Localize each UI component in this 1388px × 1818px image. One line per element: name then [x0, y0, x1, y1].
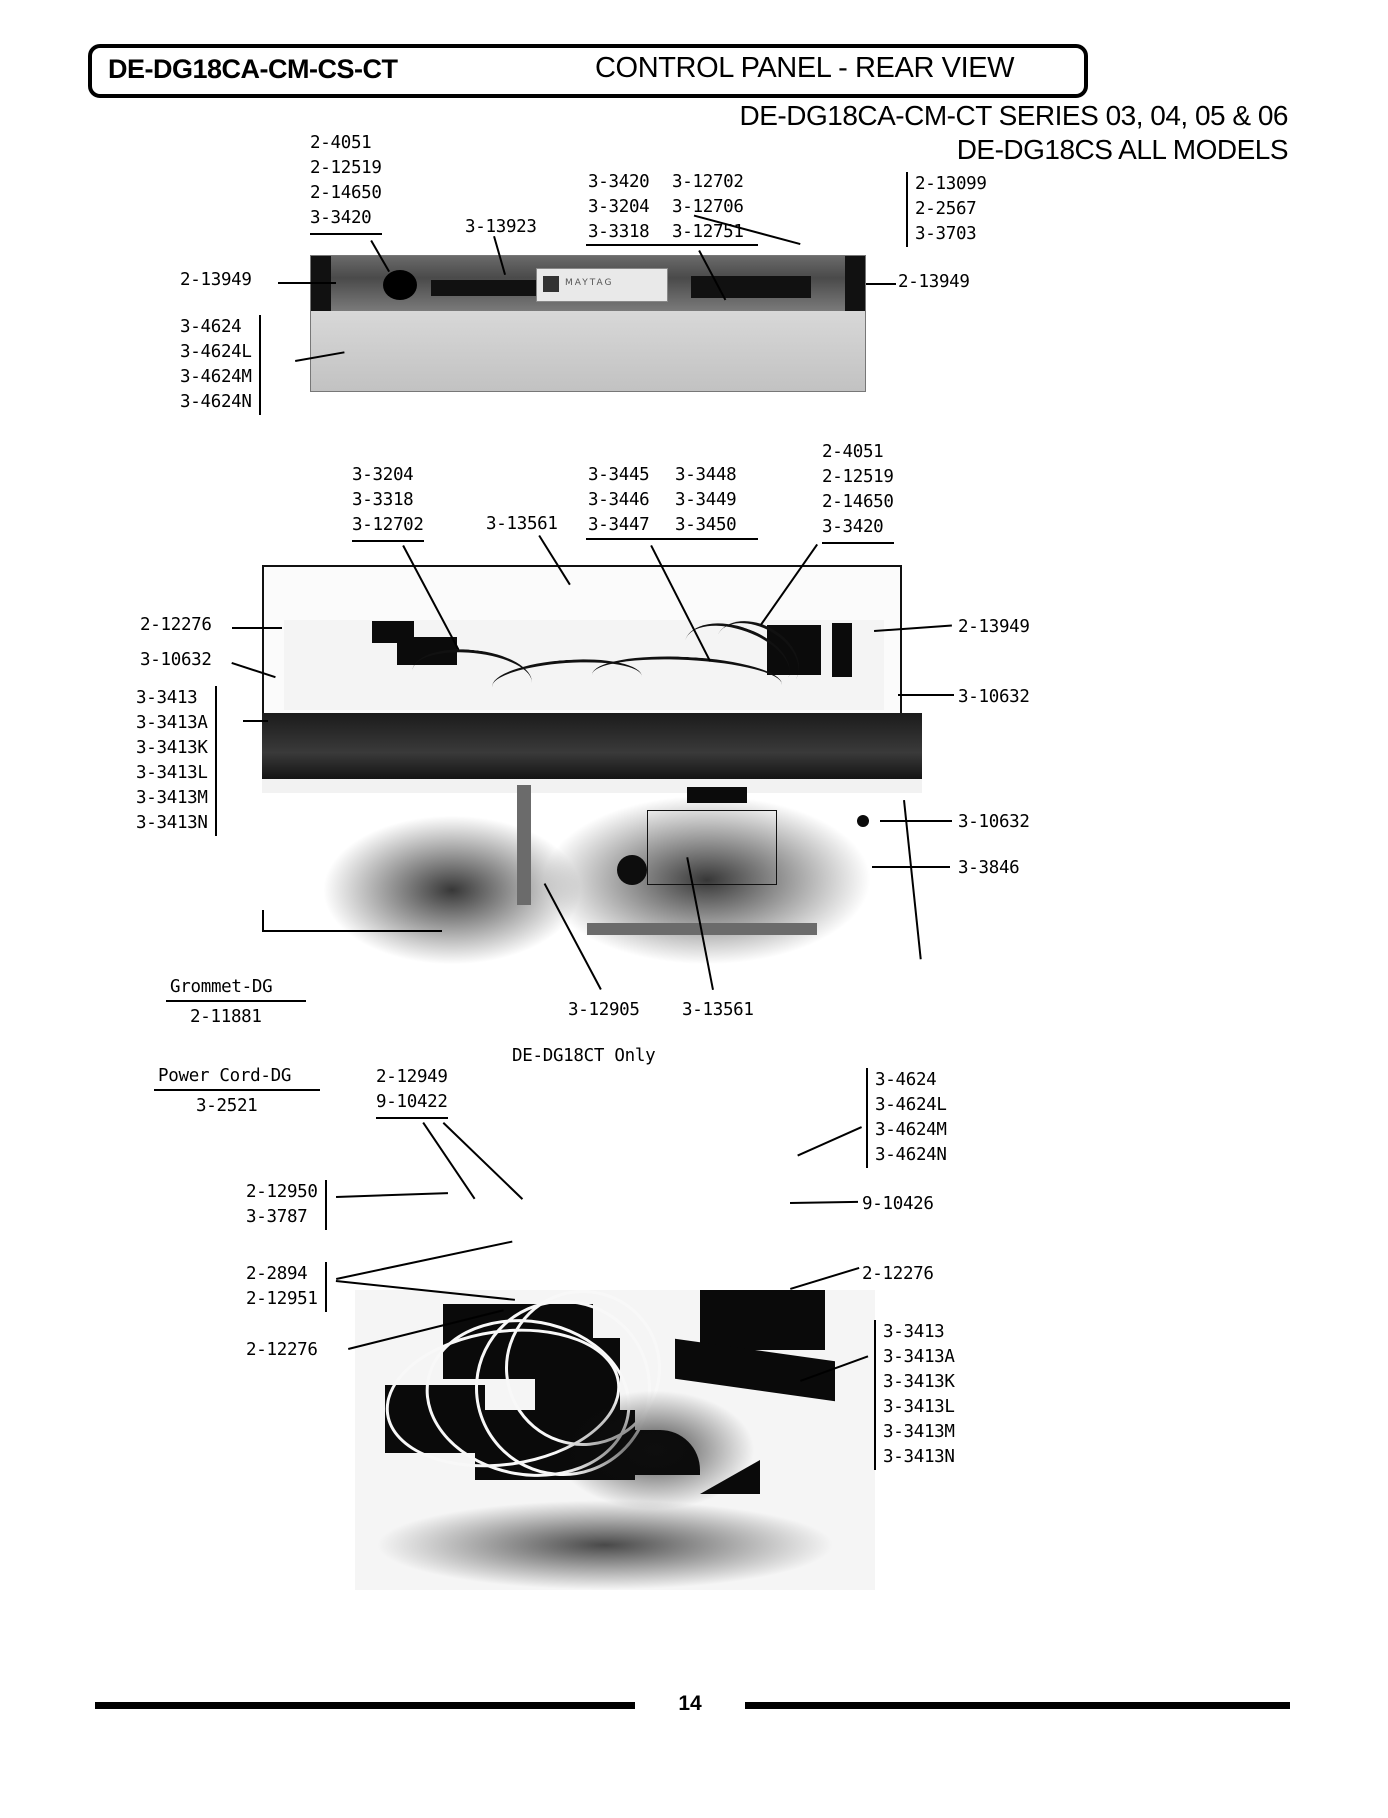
part-number: 3-3204 — [588, 197, 650, 217]
part-number: 3-3413L — [136, 763, 208, 783]
part-number: 3-3413A — [136, 713, 208, 733]
figure-3-photo — [355, 1290, 875, 1590]
subtitle-models: DE-DG18CS ALL MODELS — [956, 134, 1288, 165]
photo3-shadow — [375, 1500, 835, 1590]
fig2-group-c-col1 — [588, 463, 649, 538]
fig2-label-bottom-1: 3-12905 — [568, 1000, 640, 1020]
leader-line — [232, 627, 282, 629]
leader-line — [336, 1241, 512, 1280]
part-number: 3-4624N — [875, 1145, 947, 1165]
part-number: 3-3449 — [675, 490, 737, 510]
part-number: 3-12751 — [672, 222, 744, 242]
page-number: 14 — [678, 1692, 702, 1715]
fig1-label-center: 3-13923 — [465, 217, 537, 237]
fig2-label-b: 3-13561 — [486, 514, 558, 534]
part-number: 3-3318 — [588, 222, 650, 242]
fig2-label-left-1: 2-12276 — [140, 615, 212, 635]
part-number: 3-4624M — [875, 1120, 947, 1140]
part-number: 3-3204 — [352, 465, 414, 485]
vertical-brace — [517, 785, 531, 905]
part-number: 3-3420 — [588, 172, 650, 192]
fig3-caption: DE-DG18CT Only — [512, 1046, 656, 1066]
part-number: 3-3446 — [588, 490, 650, 510]
part-number: 3-4624M — [180, 367, 252, 387]
photo3-shadow-2 — [555, 1390, 755, 1510]
part-number: 2-4051 — [822, 442, 884, 462]
part-number: 2-12951 — [246, 1289, 318, 1309]
fig2-label-bottom-2: 3-13561 — [682, 1000, 754, 1020]
part-number: 3-3703 — [915, 224, 977, 244]
fig1-group-top-left — [310, 131, 382, 235]
grommet-title: Grommet-DG — [170, 977, 273, 997]
leader-line — [898, 694, 954, 696]
grommet-value: 2-11881 — [190, 1007, 262, 1027]
connector-block-d — [832, 623, 852, 677]
leader-line — [880, 820, 952, 822]
part-number: 3-3413A — [883, 1347, 955, 1367]
part-number: 9-10422 — [376, 1090, 448, 1119]
fig3-group-right-1 — [866, 1068, 947, 1168]
part-number: 3-3420 — [310, 206, 382, 235]
part-number: 2-2894 — [246, 1264, 308, 1284]
header-model-number: DE-DG18CA-CM-CS-CT — [108, 54, 398, 84]
panel-bottom-strip — [311, 311, 865, 391]
panel-badge — [536, 268, 668, 302]
part-number: 3-12702 — [672, 172, 744, 192]
part-number: 3-12706 — [672, 197, 744, 217]
panel-harness-block — [691, 276, 811, 298]
panel-end-right — [845, 256, 865, 311]
part-number: 3-12702 — [352, 513, 424, 542]
figure-2-photo — [262, 565, 922, 965]
fig3-label-right-2: 9-10426 — [862, 1194, 934, 1214]
fig2-label-right-4: 3-3846 — [958, 858, 1020, 878]
fig2-group-a — [352, 463, 424, 542]
power-cord-title: Power Cord-DG — [158, 1066, 292, 1086]
part-number: 3-4624L — [875, 1095, 947, 1115]
part-number: 2-12519 — [310, 158, 382, 178]
panel-knob — [383, 270, 417, 300]
part-number: 3-3445 — [588, 465, 650, 485]
front-rail-dark — [262, 713, 922, 779]
fig3-label-left-3: 2-12276 — [246, 1340, 318, 1360]
badge-text: MAYTAG — [565, 278, 614, 288]
power-cord-value: 3-2521 — [196, 1096, 258, 1116]
fig1-label-left: 2-13949 — [180, 270, 252, 290]
part-number: 3-3413M — [136, 788, 208, 808]
part-number: 3-4624 — [180, 317, 242, 337]
part-number: 2-12950 — [246, 1182, 318, 1202]
part-number: 3-4624 — [875, 1070, 937, 1090]
part-number: 2-14650 — [822, 492, 894, 512]
part-number: 3-4624L — [180, 342, 252, 362]
part-number: 3-3413 — [136, 688, 198, 708]
leader-line — [243, 720, 268, 722]
leader-line — [797, 1127, 862, 1157]
part-number: 2-2567 — [915, 199, 977, 219]
drum-hole — [617, 855, 647, 885]
subtitle-series: DE-DG18CA-CM-CT SERIES 03, 04, 05 & 06 — [739, 100, 1288, 131]
part-number: 3-3413K — [883, 1372, 955, 1392]
fig3-group-right-4 — [874, 1320, 955, 1470]
part-number: 3-3787 — [246, 1207, 308, 1227]
fig3-label-right-3: 2-12276 — [862, 1264, 934, 1284]
leader-line — [790, 1267, 859, 1290]
terminal-block-right — [700, 1290, 825, 1350]
part-number: 3-3420 — [822, 515, 894, 544]
page-title: CONTROL PANEL - REAR VIEW — [595, 52, 1015, 84]
panel-switch-bank — [431, 280, 541, 296]
part-number: 3-3447 — [588, 515, 650, 535]
leader-line — [790, 1201, 858, 1204]
leader-line — [336, 1192, 448, 1198]
part-number: 2-14650 — [310, 183, 382, 203]
fig2-group-c-col2 — [675, 463, 736, 538]
part-number: 2-12949 — [376, 1067, 448, 1087]
bracket-line — [262, 930, 442, 932]
connector-block-e — [687, 787, 747, 803]
part-number: 2-12519 — [822, 467, 894, 487]
fig3-group-left-1 — [246, 1180, 327, 1230]
part-number: 2-4051 — [310, 133, 372, 153]
fig2-group-left-3 — [136, 686, 217, 836]
front-rail-light — [262, 779, 922, 793]
part-number: 3-3413K — [136, 738, 208, 758]
fig3-group-top — [376, 1065, 448, 1119]
grommet-underline — [166, 1000, 306, 1002]
fig2-label-left-2: 3-10632 — [140, 650, 212, 670]
part-number: 3-3413N — [136, 813, 208, 833]
footer-rule-left — [95, 1702, 635, 1709]
bracket-tick — [262, 910, 264, 932]
leader-line — [278, 282, 336, 284]
leader-line — [443, 1122, 523, 1200]
fig2-group-d — [822, 440, 894, 544]
footer-rule-right — [745, 1702, 1290, 1709]
callout-box-lower — [647, 810, 777, 885]
fig1-group-center-col1 — [588, 170, 649, 245]
part-number: 3-3413 — [883, 1322, 945, 1342]
part-number: 3-3450 — [675, 515, 737, 535]
part-number: 3-3448 — [675, 465, 737, 485]
badge-logo-icon — [543, 276, 559, 292]
figure-1-photo — [310, 255, 866, 392]
fig1-center-underline — [586, 244, 758, 246]
fig2-label-right-2: 3-10632 — [958, 687, 1030, 707]
part-number: 3-3413M — [883, 1422, 955, 1442]
leader-line — [866, 283, 896, 285]
fig2-label-right-1: 2-13949 — [958, 617, 1030, 637]
fig1-group-center-col2 — [672, 170, 744, 245]
fig2-c-underline — [586, 538, 758, 540]
fig1-label-right: 2-13949 — [898, 272, 970, 292]
part-number: 3-4624N — [180, 392, 252, 412]
screw-head — [857, 815, 869, 827]
fig1-group-top-right — [906, 172, 987, 247]
part-number: 3-3413L — [883, 1397, 955, 1417]
part-number: 3-3413N — [883, 1447, 955, 1467]
part-number: 3-3318 — [352, 490, 414, 510]
part-number: 2-13099 — [915, 174, 987, 194]
leader-line — [423, 1122, 476, 1199]
fig3-group-left-2 — [246, 1262, 327, 1312]
fig2-label-right-3: 3-10632 — [958, 812, 1030, 832]
photo-shadow-b — [322, 815, 582, 965]
fig1-group-lower-left — [180, 315, 261, 415]
power-cord-underline — [154, 1089, 320, 1091]
